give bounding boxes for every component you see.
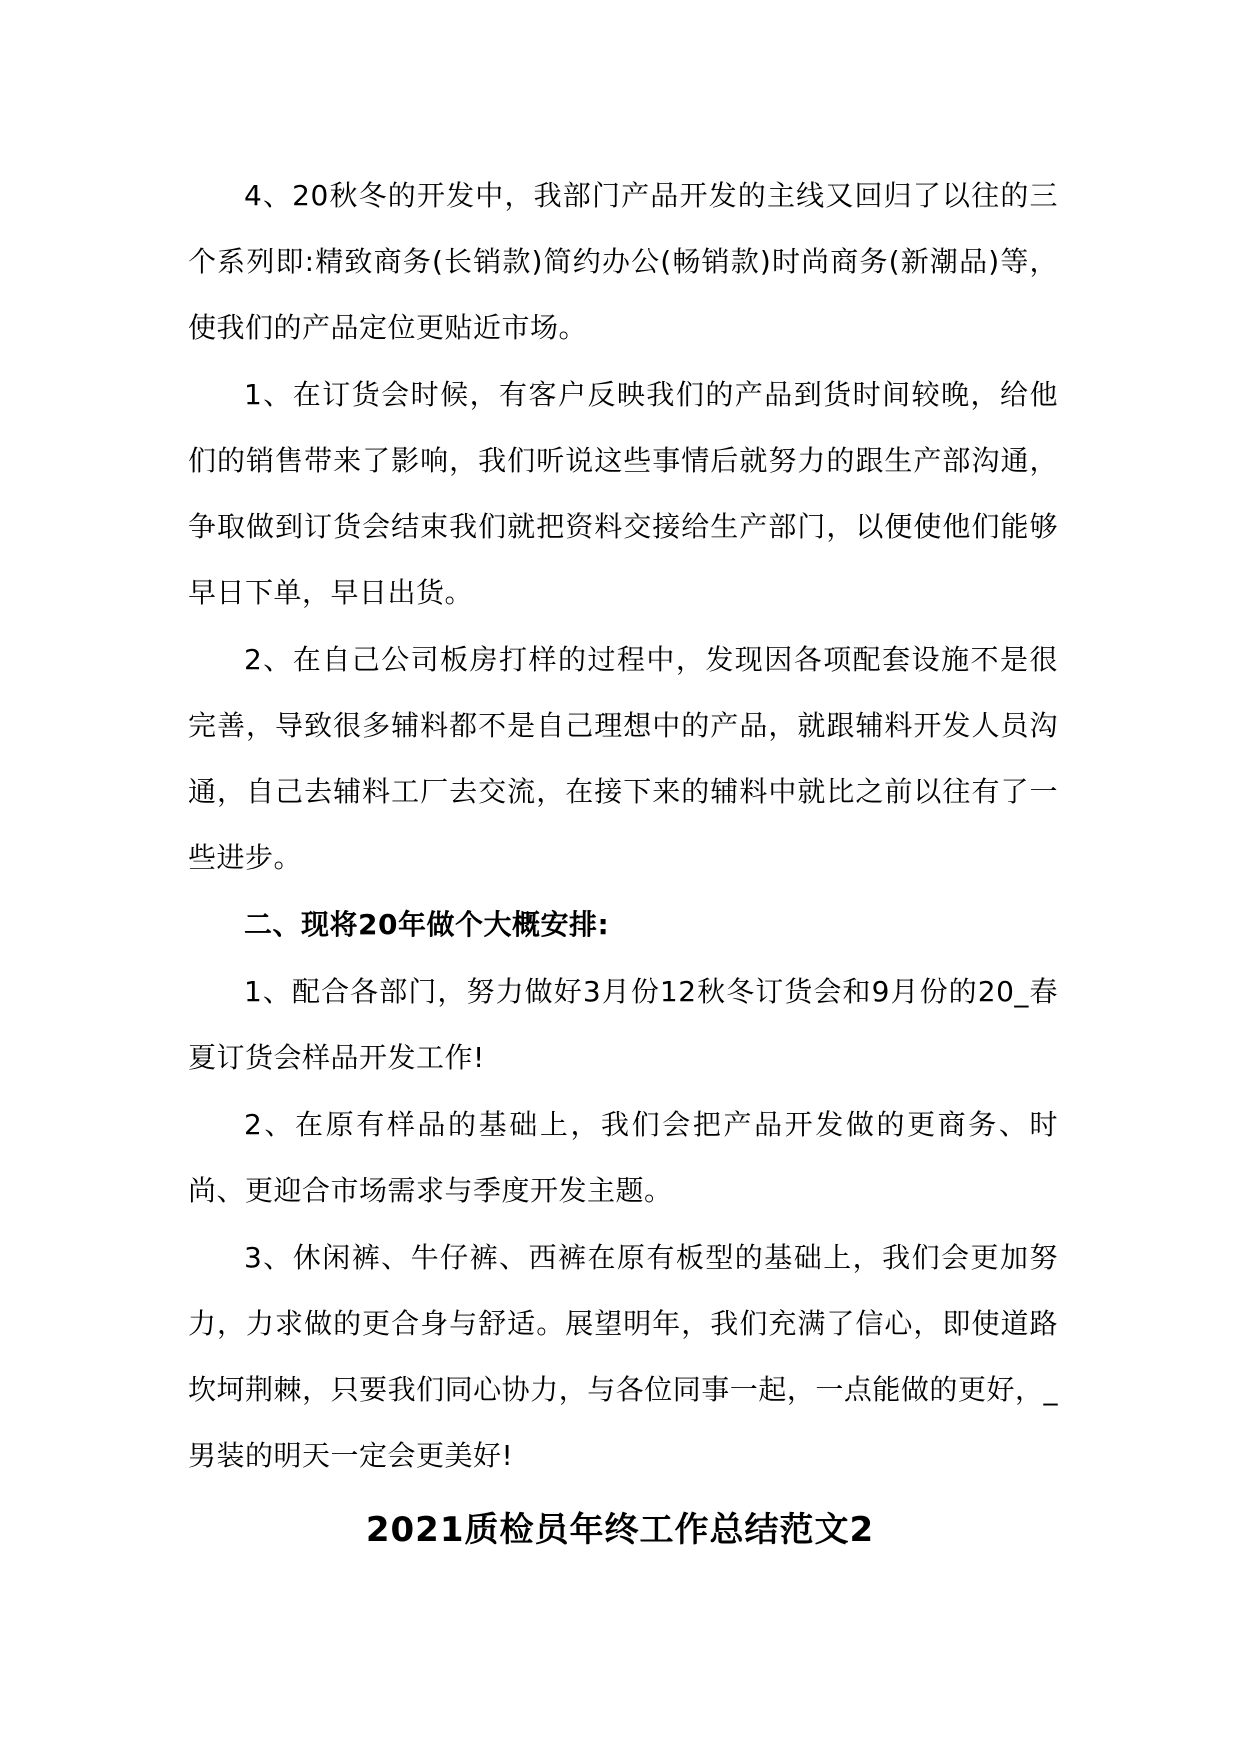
body-text — [188, 163, 1058, 1490]
paragraph-accessories: 2、在自己公司板房打样的过程中，发现因各项配套设施不是很完善，导致很多辅料都不是自己理想中的产品，就跟辅料开发人员沟通，自己去辅料工厂去交流，在接下来的辅料中就比之前以往有了一些进步。 — [188, 643, 1058, 874]
paragraph-plan-3: 3、休闲裤、牛仔裤、西裤在原有板型的基础上，我们会更加努力，力求做的更合身与舒适。展望明年，我们充满了信心，即使道路坎坷荆棘，只要我们同心协力，与各位同事一起，一点能做的更好，_男装的明天一定会更美好! — [188, 1241, 1058, 1472]
paragraph-plan-2: 2、在原有样品的基础上，我们会把产品开发做的更商务、时尚、更迎合市场需求与季度开发主题。 — [188, 1108, 1058, 1207]
paragraph-product-lines: 4、20秋冬的开发中，我部门产品开发的主线又回归了以往的三个系列即:精致商务(长销款)简约办公(畅销款)时尚商务(新潮品)等，使我们的产品定位更贴近市场。 — [188, 179, 1058, 344]
paragraph-plan-1: 1、配合各部门，努力做好3月份12秋冬订货会和9月份的20_春夏订货会样品开发工作! — [188, 975, 1058, 1074]
document-title: 2021质检员年终工作总结范文2 — [365, 1510, 875, 1550]
paragraph-delivery-issue: 1、在订货会时候，有客户反映我们的产品到货时间较晚，给他们的销售带来了影响，我们听说这些事情后就努力的跟生产部沟通，争取做到订货会结束我们就把资料交接给生产部门，以便使他们能够早日下单，早日出货。 — [188, 378, 1058, 609]
section-heading-plan: 二、现将20年做个大概安排: — [244, 908, 610, 941]
